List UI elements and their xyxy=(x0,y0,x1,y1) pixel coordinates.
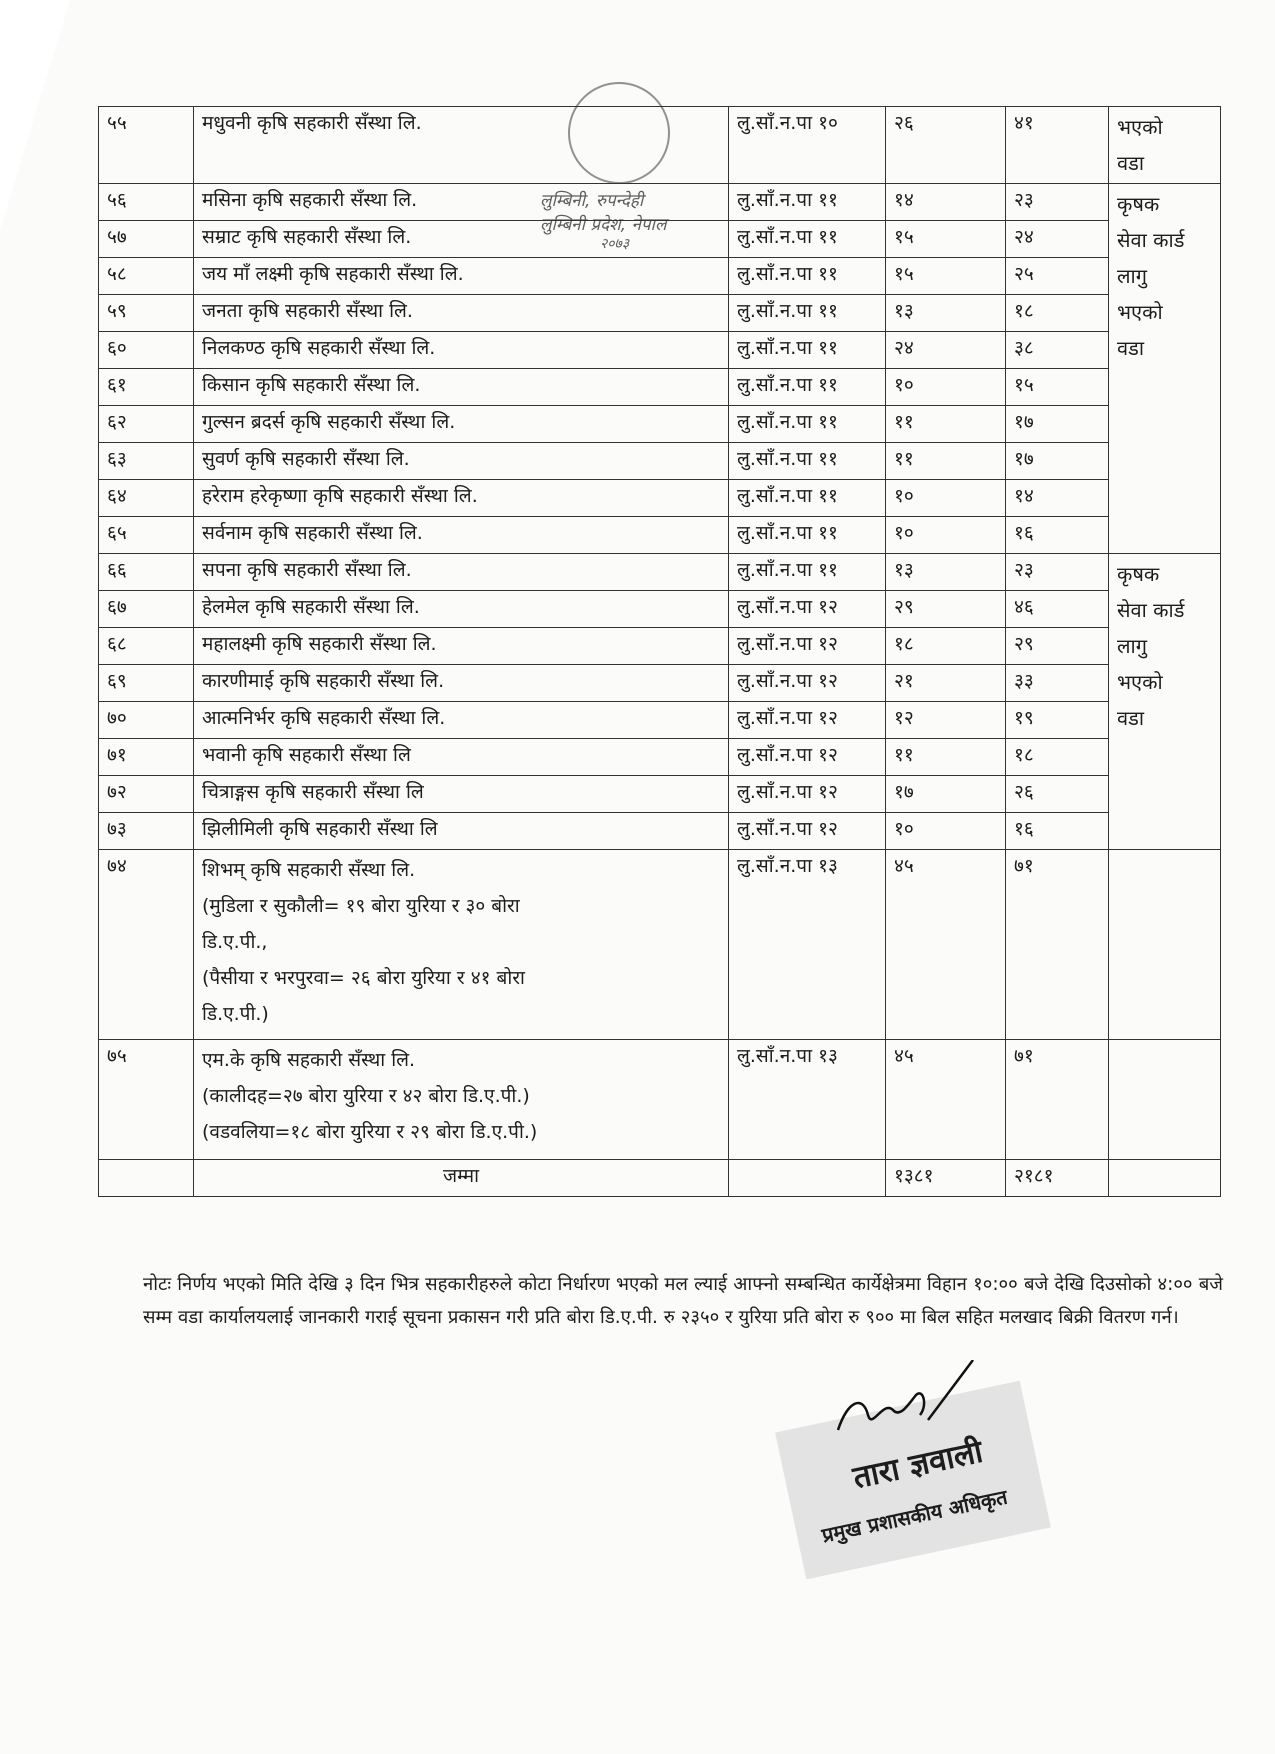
table-row xyxy=(99,258,1221,295)
cooperative-name: जय माँ लक्ष्मी कृषि सहकारी सँस्था लि. xyxy=(194,258,729,295)
cooperative-name: सुवर्ण कृषि सहकारी सँस्था लि. xyxy=(194,443,729,480)
table-row xyxy=(99,443,1221,480)
serial-number: ७१ xyxy=(99,739,194,776)
urea-quota: १० xyxy=(886,517,1006,554)
table-row xyxy=(99,295,1221,332)
cooperative-detail-line: एम.के कृषि सहकारी सँस्था लि. xyxy=(202,1049,416,1071)
urea-quota: ४५ xyxy=(886,1040,1006,1160)
serial-number: ६६ xyxy=(99,554,194,591)
dap-quota: १६ xyxy=(1006,517,1109,554)
table-row xyxy=(99,665,1221,702)
serial-number: ७३ xyxy=(99,813,194,850)
remark-cell xyxy=(1109,107,1221,184)
folded-corner xyxy=(0,0,70,230)
total-row xyxy=(99,1160,1221,1197)
cooperative-detail-line: (कालीदह=२७ बोरा युरिया र ४२ बोरा डि.ए.पी.) xyxy=(202,1085,530,1107)
table-row xyxy=(99,107,1221,184)
municipality-ward: लु.साँ.न.पा ११ xyxy=(729,184,886,221)
urea-quota: २९ xyxy=(886,591,1006,628)
table-row xyxy=(99,739,1221,776)
serial-number: ५७ xyxy=(99,221,194,258)
municipality-ward: लु.साँ.न.पा १२ xyxy=(729,702,886,739)
municipality-ward: लु.साँ.न.पा १३ xyxy=(729,1040,886,1160)
municipality-ward: लु.साँ.न.पा १० xyxy=(729,107,886,184)
urea-quota: १३ xyxy=(886,554,1006,591)
serial-number: ५५ xyxy=(99,107,194,184)
total-urea: १३८१ xyxy=(886,1160,1006,1197)
cooperative-name: भवानी कृषि सहकारी सँस्था लि xyxy=(194,739,729,776)
municipality-ward: लु.साँ.न.पा १२ xyxy=(729,739,886,776)
table-row xyxy=(99,184,1221,221)
seal-text-province: लुम्बिनी प्रदेश, नेपाल xyxy=(540,215,667,235)
cooperative-name: निलकण्ठ कृषि सहकारी सँस्था लि. xyxy=(194,332,729,369)
remark-line: वडा xyxy=(1117,336,1144,360)
urea-quota: १० xyxy=(886,480,1006,517)
dap-quota: ७१ xyxy=(1006,850,1109,1040)
remark-cell xyxy=(1109,850,1221,1040)
remark-line: कृषक xyxy=(1117,562,1160,586)
serial-number: ६८ xyxy=(99,628,194,665)
cooperative-name xyxy=(194,850,729,1040)
remark-line: वडा xyxy=(1117,151,1144,175)
table-row xyxy=(99,554,1221,591)
cooperative-name: सर्वनाम कृषि सहकारी सँस्था लि. xyxy=(194,517,729,554)
cooperative-name: झिलीमिली कृषि सहकारी सँस्था लि xyxy=(194,813,729,850)
cooperative-name: किसान कृषि सहकारी सँस्था लि. xyxy=(194,369,729,406)
total-label: जम्मा xyxy=(194,1160,729,1197)
serial-number: ६७ xyxy=(99,591,194,628)
municipality-ward: लु.साँ.न.पा ११ xyxy=(729,221,886,258)
cooperative-detail-line: (मुडिला र सुकौली= १९ बोरा युरिया र ३० बोरा xyxy=(202,895,520,917)
dap-quota: १५ xyxy=(1006,369,1109,406)
urea-quota: १५ xyxy=(886,258,1006,295)
municipality-ward: लु.साँ.न.पा १२ xyxy=(729,813,886,850)
serial-number: ६९ xyxy=(99,665,194,702)
serial-number: ६० xyxy=(99,332,194,369)
cooperative-name: महालक्ष्मी कृषि सहकारी सँस्था लि. xyxy=(194,628,729,665)
table-row xyxy=(99,813,1221,850)
table-row xyxy=(99,221,1221,258)
serial-number: ६३ xyxy=(99,443,194,480)
cooperative-detail-line: (वडवलिया=१८ बोरा युरिया र २९ बोरा डि.ए.पी.) xyxy=(202,1121,538,1143)
urea-quota: २१ xyxy=(886,665,1006,702)
remark-line: सेवा कार्ड xyxy=(1117,598,1185,622)
urea-quota: १० xyxy=(886,813,1006,850)
remark-line: भएको xyxy=(1117,670,1163,694)
seal-text-year: २०७३ xyxy=(600,236,630,252)
dap-quota: १९ xyxy=(1006,702,1109,739)
municipality-ward: लु.साँ.न.पा ११ xyxy=(729,369,886,406)
municipality-ward: लु.साँ.न.पा ११ xyxy=(729,443,886,480)
remark-cell xyxy=(1109,554,1221,850)
serial-number: ७० xyxy=(99,702,194,739)
cooperative-detail-line: डि.ए.पी., xyxy=(202,931,268,953)
serial-number: ५८ xyxy=(99,258,194,295)
table-row xyxy=(99,369,1221,406)
urea-quota: १८ xyxy=(886,628,1006,665)
table-row xyxy=(99,517,1221,554)
remark-line: भएको xyxy=(1117,300,1163,324)
dap-quota: ४६ xyxy=(1006,591,1109,628)
urea-quota: ११ xyxy=(886,406,1006,443)
municipality-ward: लु.साँ.न.पा ११ xyxy=(729,295,886,332)
urea-quota: १२ xyxy=(886,702,1006,739)
serial-number: ७२ xyxy=(99,776,194,813)
cooperative-detail-line: शिभम् कृषि सहकारी सँस्था लि. xyxy=(202,859,416,881)
urea-quota: १५ xyxy=(886,221,1006,258)
signatory-name: तारा ज्ञवाली xyxy=(849,1433,986,1497)
cooperative-table xyxy=(98,106,1221,1197)
cooperative-name: चित्राङ्गस कृषि सहकारी सँस्था लि xyxy=(194,776,729,813)
serial-number: ५९ xyxy=(99,295,194,332)
municipality-ward: लु.साँ.न.पा ११ xyxy=(729,554,886,591)
urea-quota: १७ xyxy=(886,776,1006,813)
urea-quota: २४ xyxy=(886,332,1006,369)
serial-number: ५६ xyxy=(99,184,194,221)
table-row xyxy=(99,591,1221,628)
dap-quota: १८ xyxy=(1006,739,1109,776)
municipality-ward: लु.साँ.न.पा ११ xyxy=(729,517,886,554)
remark-line: सेवा कार्ड xyxy=(1117,228,1185,252)
serial-number: ६१ xyxy=(99,369,194,406)
table-row xyxy=(99,850,1221,1040)
municipality-ward: लु.साँ.न.पा ११ xyxy=(729,480,886,517)
dap-quota: ३८ xyxy=(1006,332,1109,369)
dap-quota: २४ xyxy=(1006,221,1109,258)
dap-quota: १७ xyxy=(1006,406,1109,443)
municipality-ward: लु.साँ.न.पा १२ xyxy=(729,776,886,813)
total-blank xyxy=(1109,1160,1221,1197)
dap-quota: १६ xyxy=(1006,813,1109,850)
serial-number: ६२ xyxy=(99,406,194,443)
serial-number: ६४ xyxy=(99,480,194,517)
total-blank xyxy=(729,1160,886,1197)
cooperative-name: गुल्सन ब्रदर्स कृषि सहकारी सँस्था लि. xyxy=(194,406,729,443)
dap-quota: २९ xyxy=(1006,628,1109,665)
total-blank xyxy=(99,1160,194,1197)
cooperative-name: हेलमेल कृषि सहकारी सँस्था लि. xyxy=(194,591,729,628)
serial-number: ७४ xyxy=(99,850,194,1040)
dap-quota: २३ xyxy=(1006,554,1109,591)
remark-cell xyxy=(1109,1040,1221,1160)
dap-quota: २३ xyxy=(1006,184,1109,221)
table-row xyxy=(99,480,1221,517)
cooperative-name: मसिना कृषि सहकारी सँस्था लि. xyxy=(194,184,729,221)
dap-quota: ७१ xyxy=(1006,1040,1109,1160)
municipality-ward: लु.साँ.न.पा १२ xyxy=(729,591,886,628)
remark-line: लागु xyxy=(1117,264,1147,288)
seal-text-location: लुम्बिनी, रुपन्देही xyxy=(540,191,644,211)
cooperative-name: सम्राट कृषि सहकारी सँस्था लि. xyxy=(194,221,729,258)
table-body xyxy=(99,107,1221,1197)
cooperative-name: हरेराम हरेकृष्णा कृषि सहकारी सँस्था लि. xyxy=(194,480,729,517)
serial-number: ६५ xyxy=(99,517,194,554)
dap-quota: २५ xyxy=(1006,258,1109,295)
municipality-ward: लु.साँ.न.पा ११ xyxy=(729,406,886,443)
urea-quota: १४ xyxy=(886,184,1006,221)
cooperative-detail-line: (पैसीया र भरपुरवा= २६ बोरा युरिया र ४१ बोरा xyxy=(202,967,525,989)
table-row xyxy=(99,406,1221,443)
cooperative-name xyxy=(194,1040,729,1160)
total-dap: २१८१ xyxy=(1006,1160,1109,1197)
remark-line: लागु xyxy=(1117,634,1147,658)
table-row xyxy=(99,776,1221,813)
table-row xyxy=(99,1040,1221,1160)
remark-cell xyxy=(1109,184,1221,554)
dap-quota: ३३ xyxy=(1006,665,1109,702)
municipality-ward: लु.साँ.न.पा १२ xyxy=(729,665,886,702)
remark-line: कृषक xyxy=(1117,192,1160,216)
serial-number: ७५ xyxy=(99,1040,194,1160)
note-paragraph: नोटः निर्णय भएको मिति देखि ३ दिन भित्र सहकारीहरुले कोटा निर्धारण भएको मल ल्याई आफ्नो सम्बन्धित कार्येक्षेत्रमा विहान १०:०० बजे देखि दिउसोको ४:०० बजे सम्म वडा कार्यालयलाई जानकारी गराई सूचना प्रकासन गरी प्रति बोरा डि.ए.पी. रु २३५० र युरिया प्रति बोरा रु ९०० मा बिल सहित मलखाद बिक्री वितरण गर्न। xyxy=(143,1274,1223,1328)
table-row xyxy=(99,702,1221,739)
municipality-ward: लु.साँ.न.पा ११ xyxy=(729,258,886,295)
cooperative-name: कारणीमाई कृषि सहकारी सँस्था लि. xyxy=(194,665,729,702)
dap-quota: १८ xyxy=(1006,295,1109,332)
signatory-title: प्रमुख प्रशासकीय अधिकृत xyxy=(819,1484,1010,1548)
cooperative-detail-line: डि.ए.पी.) xyxy=(202,1003,269,1025)
urea-quota: ४५ xyxy=(886,850,1006,1040)
cooperative-name: मधुवनी कृषि सहकारी सँस्था लि. xyxy=(194,107,729,184)
table-row xyxy=(99,332,1221,369)
urea-quota: ११ xyxy=(886,739,1006,776)
remark-line: वडा xyxy=(1117,706,1144,730)
urea-quota: ११ xyxy=(886,443,1006,480)
dap-quota: १७ xyxy=(1006,443,1109,480)
dap-quota: २६ xyxy=(1006,776,1109,813)
cooperative-name: सपना कृषि सहकारी सँस्था लि. xyxy=(194,554,729,591)
dap-quota: ४१ xyxy=(1006,107,1109,184)
cooperative-name: जनता कृषि सहकारी सँस्था लि. xyxy=(194,295,729,332)
municipality-ward: लु.साँ.न.पा १२ xyxy=(729,628,886,665)
municipality-ward: लु.साँ.न.पा ११ xyxy=(729,332,886,369)
urea-quota: १३ xyxy=(886,295,1006,332)
urea-quota: २६ xyxy=(886,107,1006,184)
remark-line: भएको xyxy=(1117,115,1163,139)
municipality-ward: लु.साँ.न.पा १३ xyxy=(729,850,886,1040)
cooperative-name: आत्मनिर्भर कृषि सहकारी सँस्था लि. xyxy=(194,702,729,739)
urea-quota: १० xyxy=(886,369,1006,406)
dap-quota: १४ xyxy=(1006,480,1109,517)
table-row xyxy=(99,628,1221,665)
